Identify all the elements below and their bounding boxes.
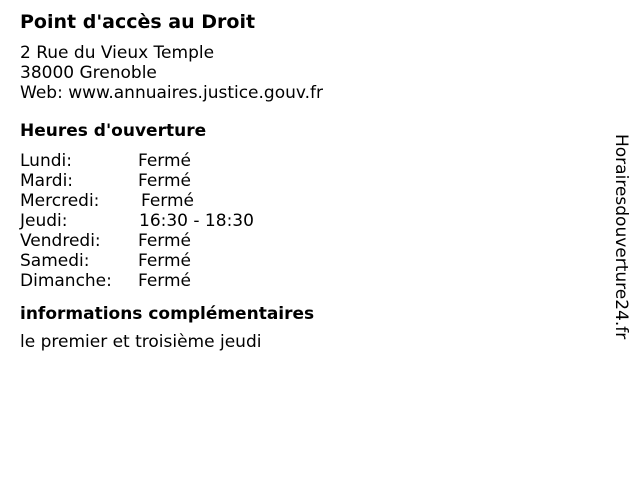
content [20, 8, 580, 352]
address-street: 2 Rue du Vieux Temple [20, 43, 215, 63]
watermark-text: Horairesdouverture24.fr [611, 134, 631, 340]
hours-time: 16:30 - 18:30 [139, 211, 254, 231]
hours-row-mercredi [20, 191, 580, 211]
hours-row-dimanche [20, 271, 580, 291]
opening-hours-heading: Heures d'ouverture [20, 121, 207, 141]
additional-info-text: le premier et troisième jeudi [20, 332, 262, 352]
hours-time: Fermé [141, 191, 195, 211]
hours-row-jeudi [20, 211, 580, 231]
hours-row-mardi [20, 171, 580, 191]
hours-day: Vendredi: [20, 231, 101, 251]
opening-hours-list [20, 151, 580, 291]
address-block [20, 43, 580, 103]
hours-day: Dimanche: [20, 271, 112, 291]
site-watermark [608, 134, 636, 374]
hours-row-vendredi [20, 231, 580, 251]
hours-day: Mardi: [20, 171, 74, 191]
hours-day: Lundi: [20, 151, 72, 171]
page-title: Point d'accès au Droit [20, 11, 256, 33]
hours-day: Samedi: [20, 251, 90, 271]
hours-day: Mercredi: [20, 191, 100, 211]
additional-info-heading: informations complémentaires [20, 304, 315, 324]
hours-time: Fermé [138, 271, 192, 291]
hours-row-lundi [20, 151, 580, 171]
hours-time: Fermé [138, 151, 192, 171]
hours-time: Fermé [138, 171, 192, 191]
hours-time: Fermé [138, 231, 192, 251]
hours-day: Jeudi: [20, 211, 68, 231]
hours-time: Fermé [138, 251, 192, 271]
hours-row-samedi [20, 251, 580, 271]
address-web: Web: www.annuaires.justice.gouv.fr [20, 83, 324, 103]
address-city: 38000 Grenoble [20, 63, 157, 83]
